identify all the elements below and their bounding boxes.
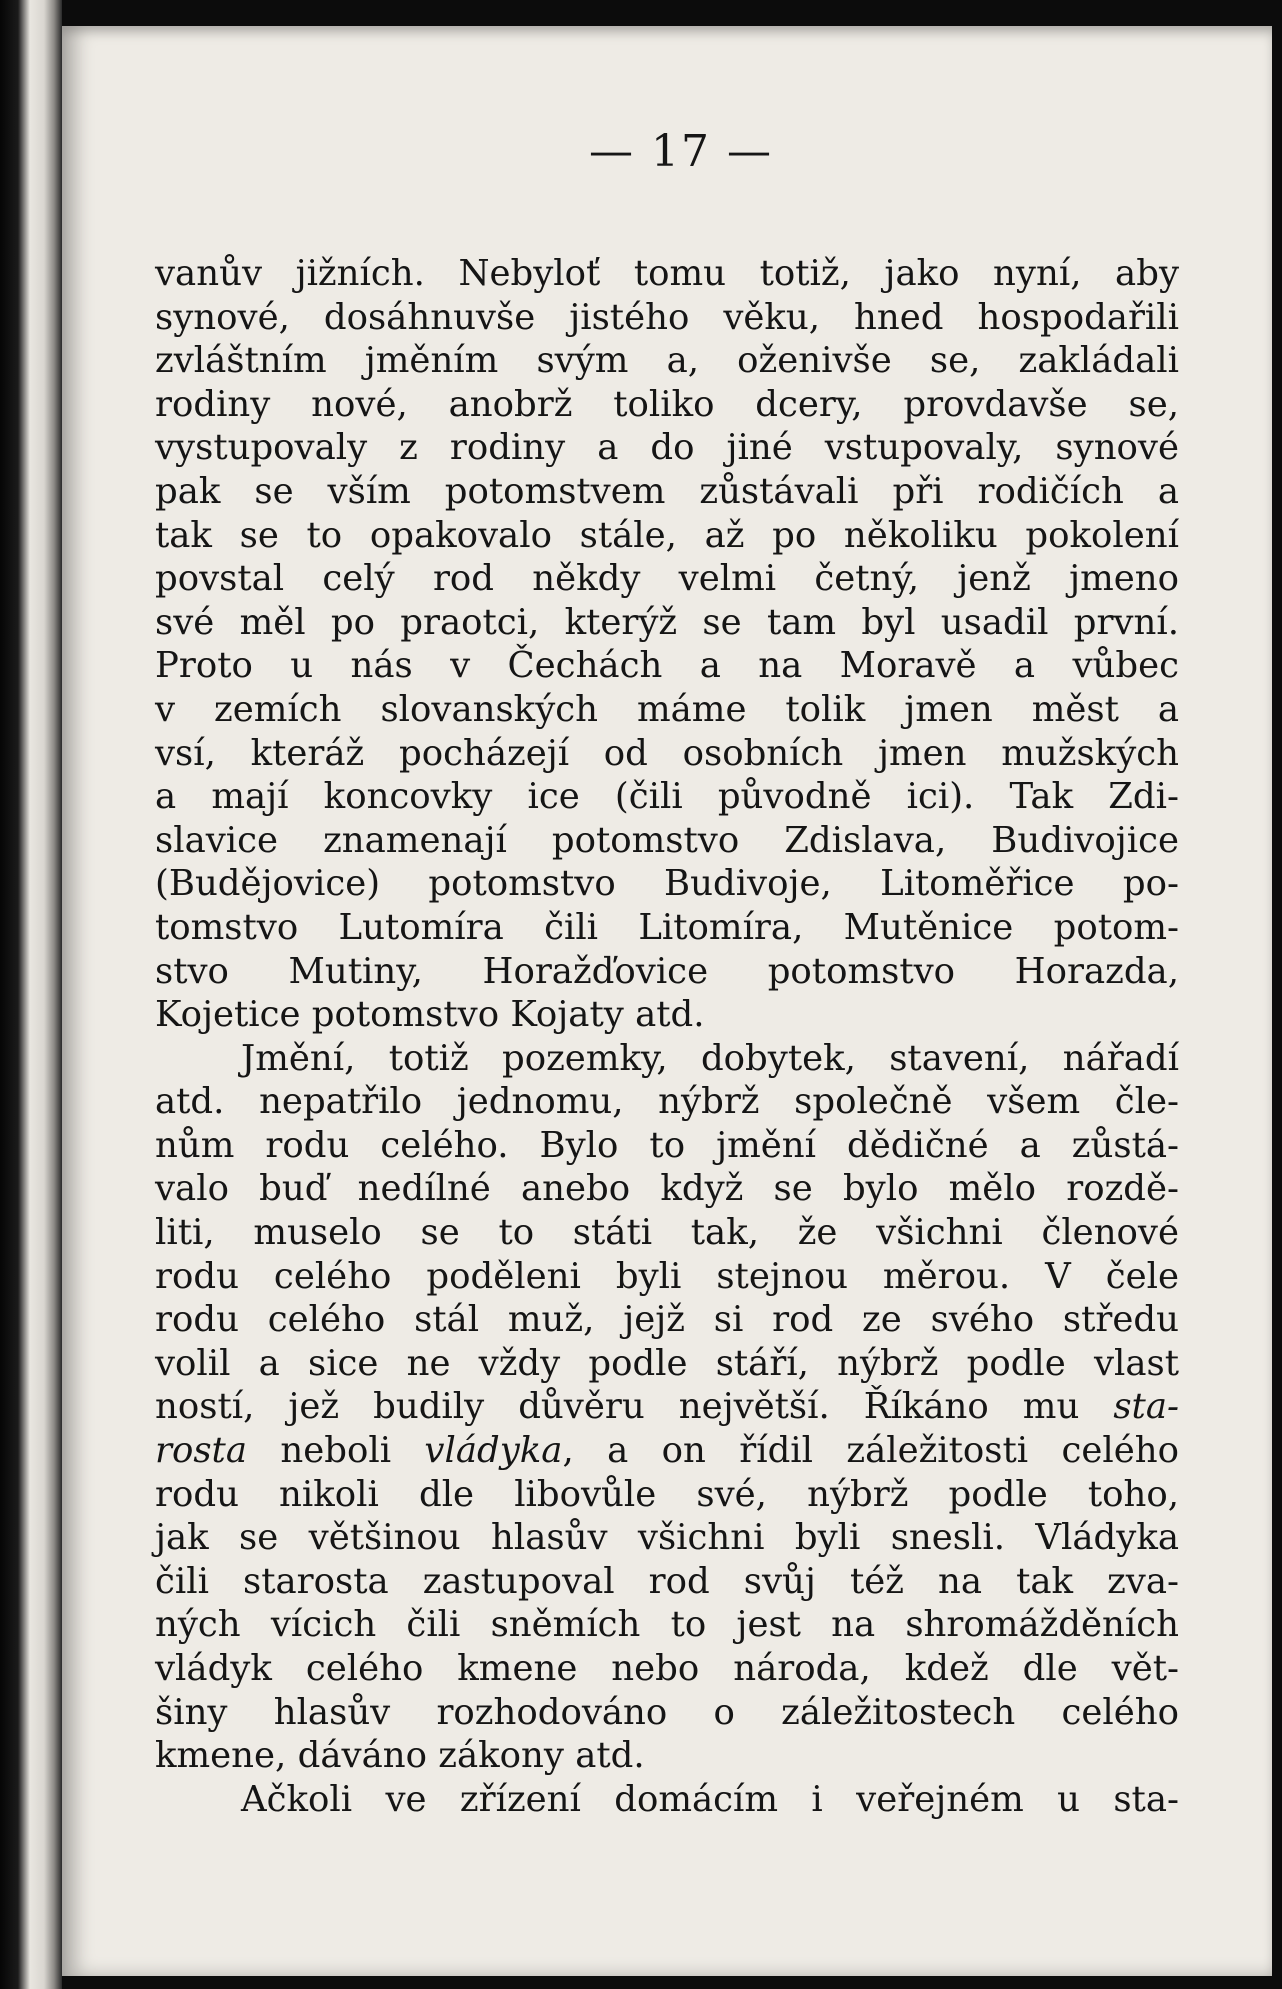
- text-line: zvláštním jměním svým a, oženivše se, zakládali: [155, 340, 1179, 382]
- text-line: rodiny nové, anobrž toliko dcery, provdavše se,: [155, 383, 1179, 425]
- book-spine-edge: [0, 0, 62, 1989]
- text-line: šiny hlasův rozhodováno o záležitostech celého: [155, 1691, 1179, 1733]
- text-line: Kojetice potomstvo Kojaty atd.: [155, 994, 705, 1036]
- text-line: kmene, dáváno zákony atd.: [155, 1735, 645, 1777]
- text-line: rodu celého stál muž, jejž si rod ze svého středu: [155, 1299, 1179, 1341]
- text-line: povstal celý rod někdy velmi četný, jenž jmeno: [155, 558, 1179, 600]
- text-line: (Budějovice) potomstvo Budivoje, Litoměřice po-: [155, 863, 1179, 905]
- line-text: ností, jež budily důvěru největší. Říkáno mu: [155, 1386, 1114, 1428]
- italic-term-vladyka: vládyka: [424, 1430, 563, 1472]
- text-line: [155, 1429, 1179, 1473]
- text-line: tomstvo Lutomíra čili Litomíra, Mutěnice potom-: [155, 906, 1179, 948]
- body-text: [155, 252, 1179, 1821]
- page-number: — 17 —: [589, 126, 773, 177]
- text-line: slavice znamenají potomstvo Zdislava, Budivojice: [155, 819, 1179, 861]
- line-text: neboli: [280, 1430, 425, 1472]
- text-line: ných vícich čili sněmích to jest na shromážděních: [155, 1604, 1179, 1646]
- text-line: atd. nepatřilo jednomu, nýbrž společně všem čle-: [155, 1081, 1179, 1123]
- text-line: vystupovaly z rodiny a do jiné vstupovaly, synové: [155, 427, 1179, 469]
- text-line: čili starosta zastupoval rod svůj též na tak zva-: [155, 1560, 1179, 1602]
- text-line: rodu celého poděleni byli stejnou měrou. V čele: [155, 1255, 1179, 1297]
- text-line: valo buď nedílné anebo když se bylo mělo rozdě-: [155, 1168, 1179, 1210]
- book-page: [62, 26, 1272, 1976]
- line-text: , a on řídil záležitosti celého: [562, 1430, 1179, 1472]
- text-line: nům rodu celého. Bylo to jmění dědičné a zůstá-: [155, 1124, 1179, 1166]
- text-line: stvo Mutiny, Horažďovice potomstvo Horazda,: [155, 950, 1179, 992]
- text-line: [155, 1385, 1179, 1429]
- text-line: volil a sice ne vždy podle stáří, nýbrž podle vlast: [155, 1342, 1179, 1384]
- paragraph-first-line: Jmění, totiž pozemky, dobytek, stavení, nářadí: [241, 1037, 1179, 1079]
- italic-term-starosta-part1: sta-: [1113, 1386, 1179, 1428]
- italic-term-starosta-part2: rosta: [155, 1430, 247, 1472]
- text-line: vanův jižních. Nebyloť tomu totiž, jako nyní, aby: [155, 253, 1179, 294]
- text-line: tak se to opakovalo stále, až po několiku pokolení: [155, 514, 1179, 556]
- paragraph-first-line: Ačkoli ve zřízení domácím i veřejném u sta-: [241, 1778, 1179, 1820]
- text-line: a mají koncovky ice (čili původně ici). Tak Zdi-: [155, 776, 1179, 818]
- text-line: v zemích slovanských máme tolik jmen měst a: [155, 688, 1179, 730]
- text-line: liti, muselo se to státi tak, že všichni členové: [155, 1212, 1179, 1254]
- text-line: jak se většinou hlasův všichni byli snesli. Vládyka: [155, 1517, 1179, 1559]
- text-line: vládyk celého kmene nebo národa, kdež dle vět-: [155, 1648, 1179, 1689]
- text-line: pak se vším potomstvem zůstávali při rodičích a: [155, 470, 1179, 512]
- text-line: synové, dosáhnuvše jistého věku, hned hospodařili: [155, 296, 1179, 338]
- text-line: Proto u nás v Čechách a na Moravě a vůbec: [155, 645, 1179, 687]
- text-line: rodu nikoli dle libovůle své, nýbrž podle toho,: [155, 1473, 1179, 1515]
- text-line: vsí, kteráž pocházejí od osobních jmen mužských: [155, 732, 1179, 774]
- text-line: své měl po praotci, kterýž se tam byl usadil první.: [155, 601, 1179, 643]
